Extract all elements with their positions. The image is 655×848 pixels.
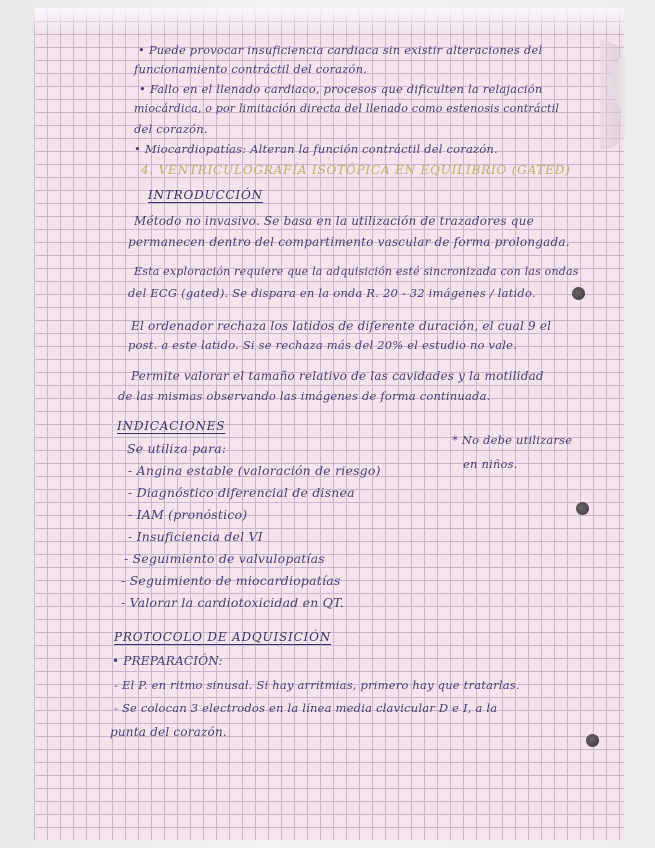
protocolo-heading: PROTOCOLO DE ADQUISICIÓN (114, 630, 332, 644)
binder-hole-2 (576, 502, 589, 515)
note-line: punta del corazón. (110, 725, 227, 739)
indicacion-item: - Seguimiento de miocardiopatías (121, 573, 341, 588)
binder-hole-1 (572, 287, 585, 300)
note-line: permanecen dentro del compartimento vascular de forma prolongada. (128, 235, 570, 249)
introduccion-heading: INTRODUCCIÓN (148, 188, 263, 202)
note-line: del ECG (gated). Se dispara en la onda R. 20 - 32 imágenes / latido. (128, 286, 536, 300)
side-note: en niños. (463, 457, 518, 471)
note-line: • Puede provocar insuficiencia cardiaca sin existir alteraciones del (138, 43, 543, 57)
note-line: funcionamiento contráctil del corazón. (134, 62, 368, 76)
indicacion-item: - Diagnóstico diferencial de disnea (128, 485, 355, 500)
indicacion-item: - Insuficiencia del VI (128, 529, 263, 544)
indicaciones-heading: INDICACIONES (117, 419, 226, 433)
note-line: • PREPARACIÓN: (112, 654, 223, 668)
side-note: * No debe utilizarse (452, 433, 573, 447)
note-line: El ordenador rechaza los latidos de diferente duración, el cual 9 el (131, 319, 552, 333)
note-line: - El P. en ritmo sinusal. Si hay arritmias, primero hay que tratarlas. (114, 678, 520, 692)
note-line: Se utiliza para: (127, 441, 227, 456)
note-line: • Miocardiopatías: Alteran la función contráctil del corazón. (134, 142, 498, 156)
section-title: 4. VENTRICULOGRAFÍA ISOTÓPICA EN EQUILIBRIO (GATED) (141, 163, 571, 177)
note-line: del corazón. (134, 122, 208, 136)
note-line: miocárdica, o por limitación directa del llenado como estenosis contráctil (134, 102, 560, 115)
binder-hole-3 (586, 734, 599, 747)
note-line: Permite valorar el tamaño relativo de las cavidades y la motilidad (131, 369, 544, 383)
page-curl (600, 40, 628, 150)
indicacion-item: - Angina estable (valoración de riesgo) (128, 463, 381, 478)
indicacion-item: - Seguimiento de valvulopatías (124, 551, 325, 566)
note-line: - Se colocan 3 electrodos en la línea media clavicular D e I, a la (114, 701, 498, 715)
note-line: Esta exploración requiere que la adquisición esté sincronizada con las ondas (134, 265, 579, 278)
indicacion-item: - Valorar la cardiotoxicidad en QT. (121, 595, 344, 610)
note-line: de las mismas observando las imágenes de forma continuada. (118, 389, 491, 403)
note-line: Método no invasivo. Se basa en la utilización de trazadores que (134, 214, 534, 228)
note-line: • Fallo en el llenado cardiaco, procesos que dificulten la relajación (139, 82, 543, 96)
note-line: post. a este latido. Si se rechaza más del 20% el estudio no vale. (128, 338, 518, 352)
indicacion-item: - IAM (pronóstico) (128, 507, 248, 522)
